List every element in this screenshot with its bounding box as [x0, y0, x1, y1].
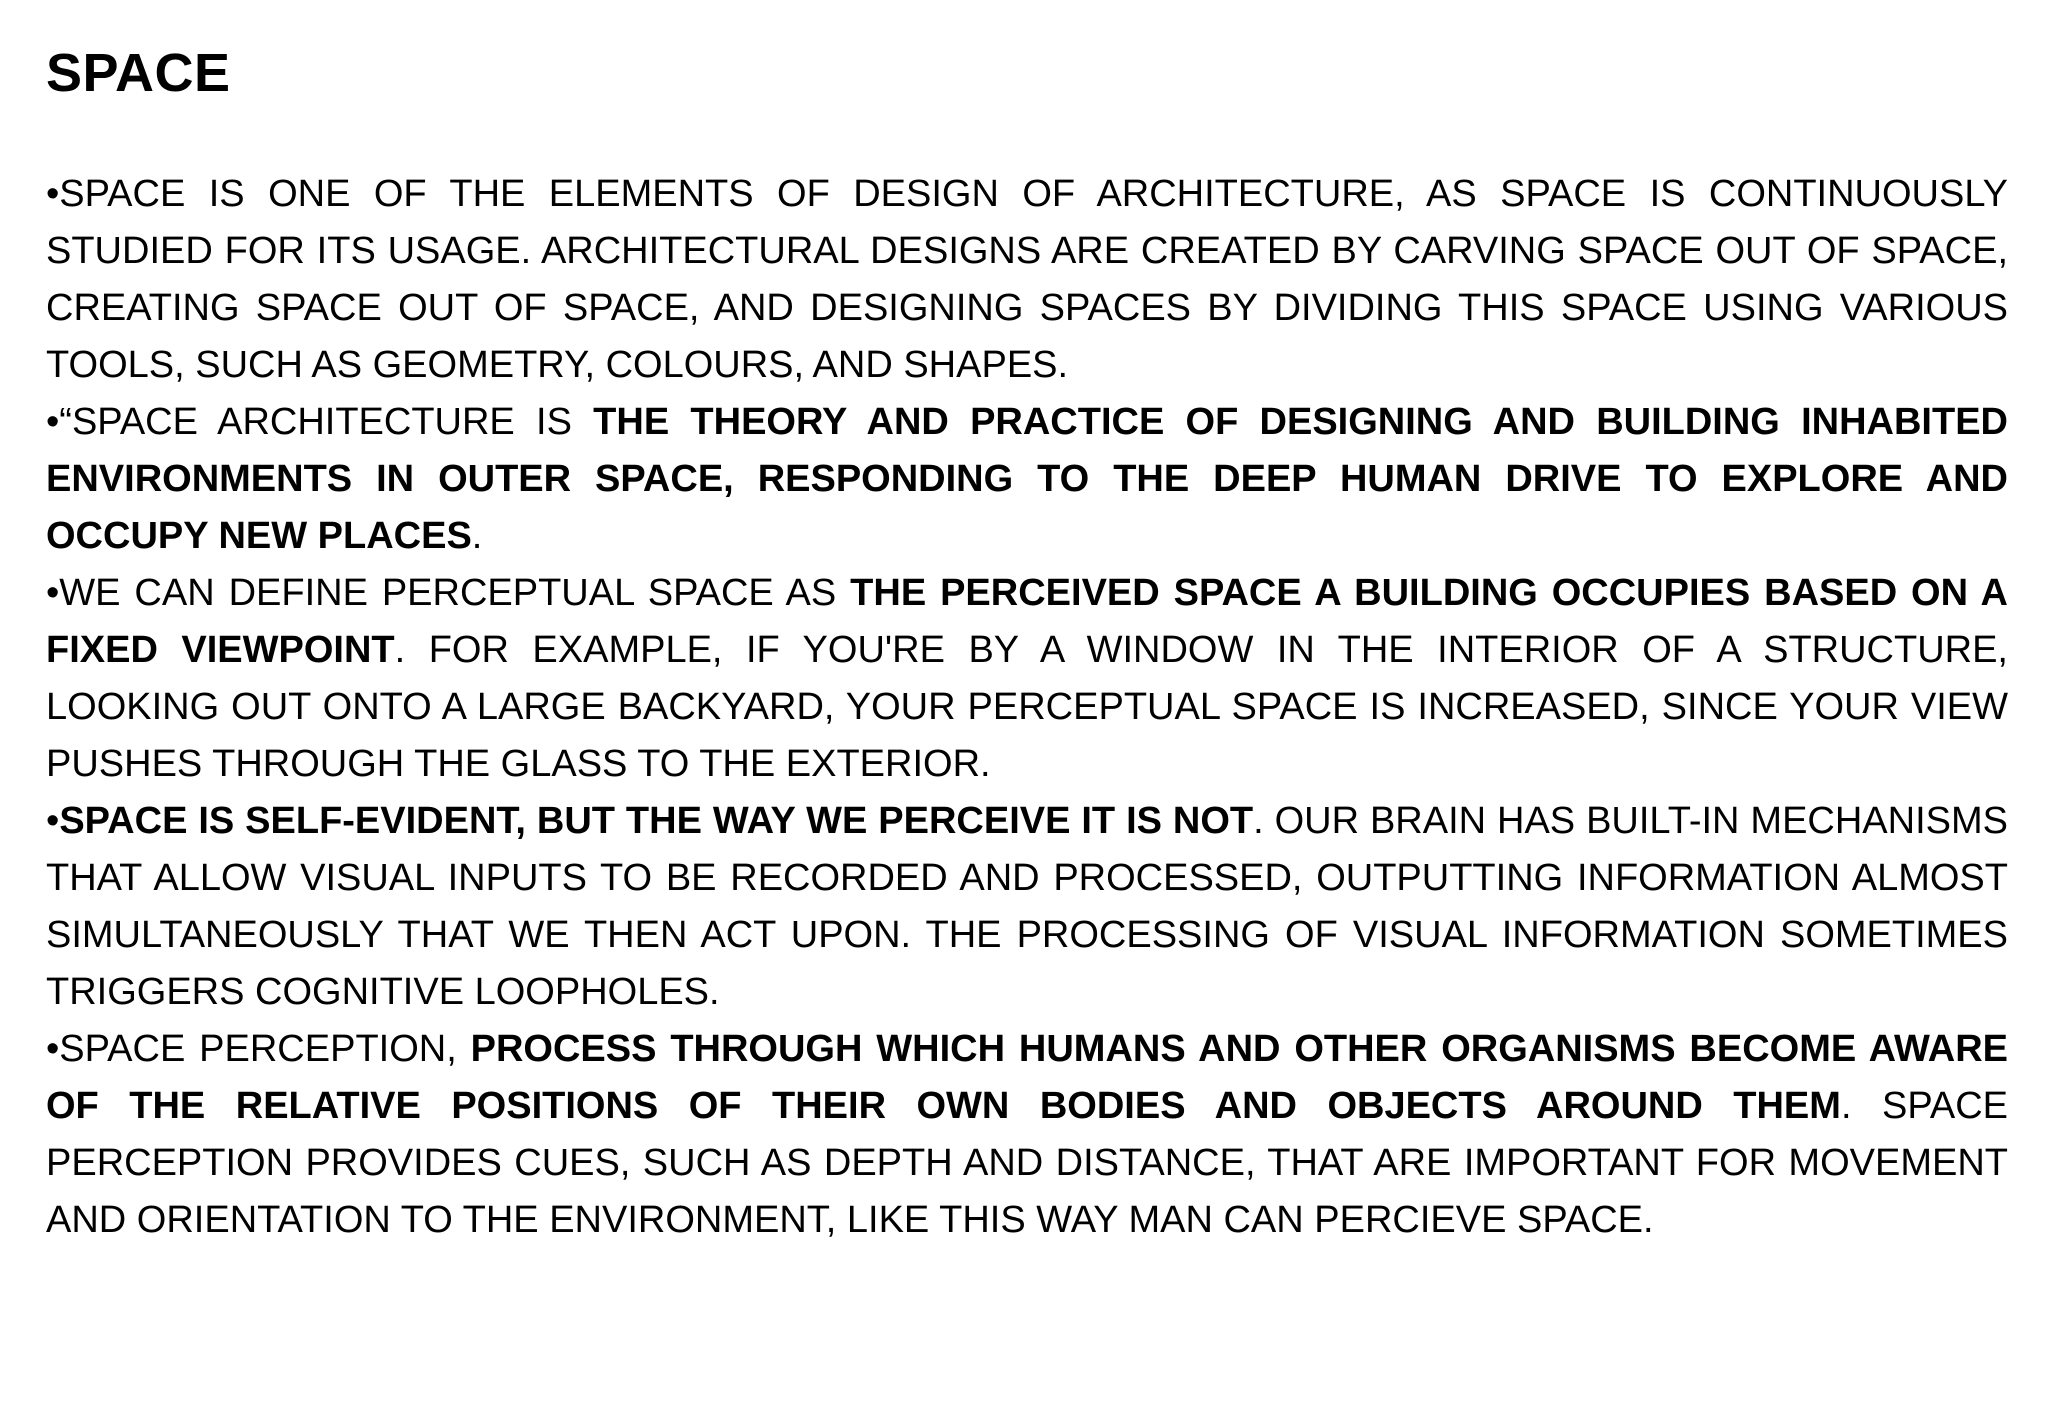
text-segment: •	[46, 800, 60, 842]
paragraph-space-architecture	[46, 394, 2008, 565]
text-segment: •“SPACE ARCHITECTURE IS	[46, 401, 594, 443]
bold-text-segment: THE THEORY AND PRACTICE OF DESIGNING AND BUILDING INHABITED ENVIRONMENTS IN OUTER SPACE, RESPONDING TO THE DEEP HUMAN DRIVE TO EXPLORE AND OCCUPY NEW PLACES	[46, 401, 2008, 557]
slide-title: SPACE	[46, 43, 231, 103]
text-segment: .	[471, 515, 483, 557]
paragraph-space-perception	[46, 1021, 2008, 1249]
text-segment: . OUR BRAIN HAS BUILT-IN MECHANISMS THAT ALLOW VISUAL INPUTS TO BE RECORDED AND PROCESSED, OUTPUTTING INFORMATION ALMOST SIMULTANEOUSLY THAT WE THEN ACT UPON. THE PROCESSING OF VISUAL INFORMATION SOMETIMES TRIGGERS COGNITIVE LOOPHOLES.	[46, 800, 2008, 1013]
paragraph-space-elements	[46, 166, 2008, 394]
paragraph-self-evident	[46, 793, 2008, 1021]
text-segment: . SPACE PERCEPTION PROVIDES CUES, SUCH AS DEPTH AND DISTANCE, THAT ARE IMPORTANT FOR MOVEMENT AND ORIENTATION TO THE ENVIRONMENT, LIKE THIS WAY MAN CAN PERCIEVE SPACE.	[46, 1085, 2008, 1241]
bold-text-segment: SPACE IS SELF-EVIDENT, BUT THE WAY WE PERCEIVE IT IS NOT	[59, 800, 1254, 842]
text-segment: •SPACE IS ONE OF THE ELEMENTS OF DESIGN OF ARCHITECTURE, AS SPACE IS CONTINUOUSLY STUDIED FOR ITS USAGE. ARCHITECTURAL DESIGNS ARE CREATED BY CARVING SPACE OUT OF SPACE, CREATING SPACE OUT OF SPACE, AND DESIGNING SPACES BY DIVIDING THIS SPACE USING VARIOUS TOOLS, SUCH AS GEOMETRY, COLOURS, AND SHAPES.	[46, 173, 2008, 386]
text-segment: •SPACE PERCEPTION,	[46, 1028, 471, 1070]
slide-body	[46, 166, 2008, 1249]
bold-text-segment: PROCESS THROUGH WHICH HUMANS AND OTHER ORGANISMS BECOME AWARE OF THE RELATIVE POSITIONS OF THEIR OWN BODIES AND OBJECTS AROUND THEM	[46, 1028, 2008, 1127]
paragraph-perceptual-space	[46, 565, 2008, 793]
text-segment: . FOR EXAMPLE, IF YOU'RE BY A WINDOW IN THE INTERIOR OF A STRUCTURE, LOOKING OUT ONTO A LARGE BACKYARD, YOUR PERCEPTUAL SPACE IS INCREASED, SINCE YOUR VIEW PUSHES THROUGH THE GLASS TO THE EXTERIOR.	[46, 629, 2008, 785]
bold-text-segment: THE PERCEIVED SPACE A BUILDING OCCUPIES BASED ON A FIXED VIEWPOINT	[46, 572, 2009, 671]
text-segment: •WE CAN DEFINE PERCEPTUAL SPACE AS	[46, 572, 851, 614]
